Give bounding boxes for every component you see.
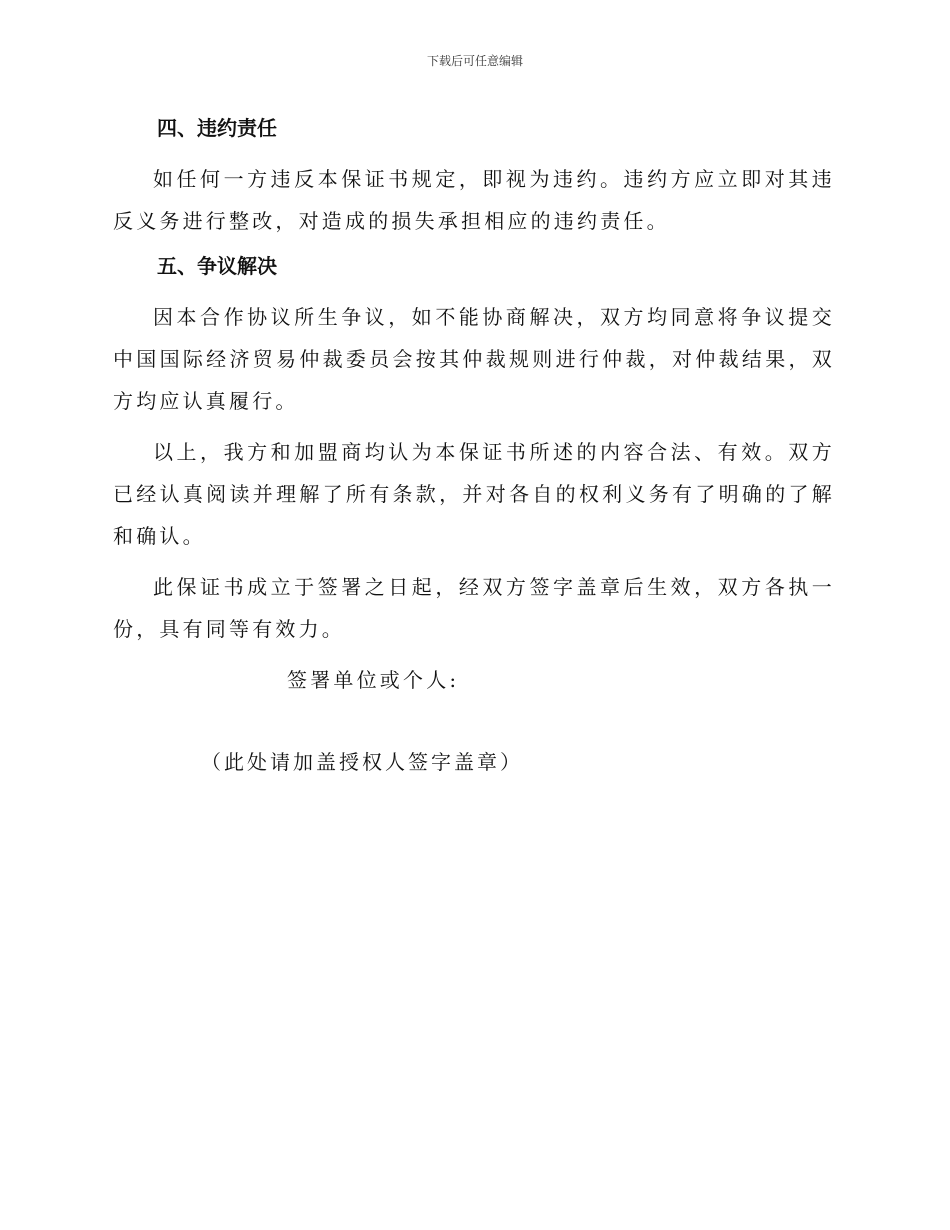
paragraph-closing-effect: 此保证书成立于签署之日起，经双方签字盖章后生效，双方各执一份，具有同等有效力。	[113, 575, 835, 641]
seal-note: （此处请加盖授权人签字盖章）	[201, 750, 523, 774]
page-header: 下载后可任意编辑	[426, 54, 523, 68]
paragraph-closing-agreement: 以上，我方和加盟商均认为本保证书所述的内容合法、有效。双方已经认真阅读并理解了所有条款，并对各自的权利义务有了明确的了解和确认。	[113, 440, 835, 548]
section-heading-dispute-resolution: 五、争议解决	[157, 254, 277, 278]
paragraph-dispute-resolution: 因本合作协议所生争议，如不能协商解决，双方均同意将争议提交中国国际经济贸易仲裁委员会按其仲裁规则进行仲裁，对仲裁结果，双方均应认真履行。	[113, 305, 835, 413]
paragraph-breach-liability: 如任何一方违反本保证书规定，即视为违约。违约方应立即对其违反义务进行整改，对造成的损失承担相应的违约责任。	[113, 167, 835, 233]
section-heading-breach-liability: 四、违约责任	[157, 116, 277, 140]
document-body	[113, 108, 835, 783]
signatory-label: 签署单位或个人:	[287, 668, 460, 692]
